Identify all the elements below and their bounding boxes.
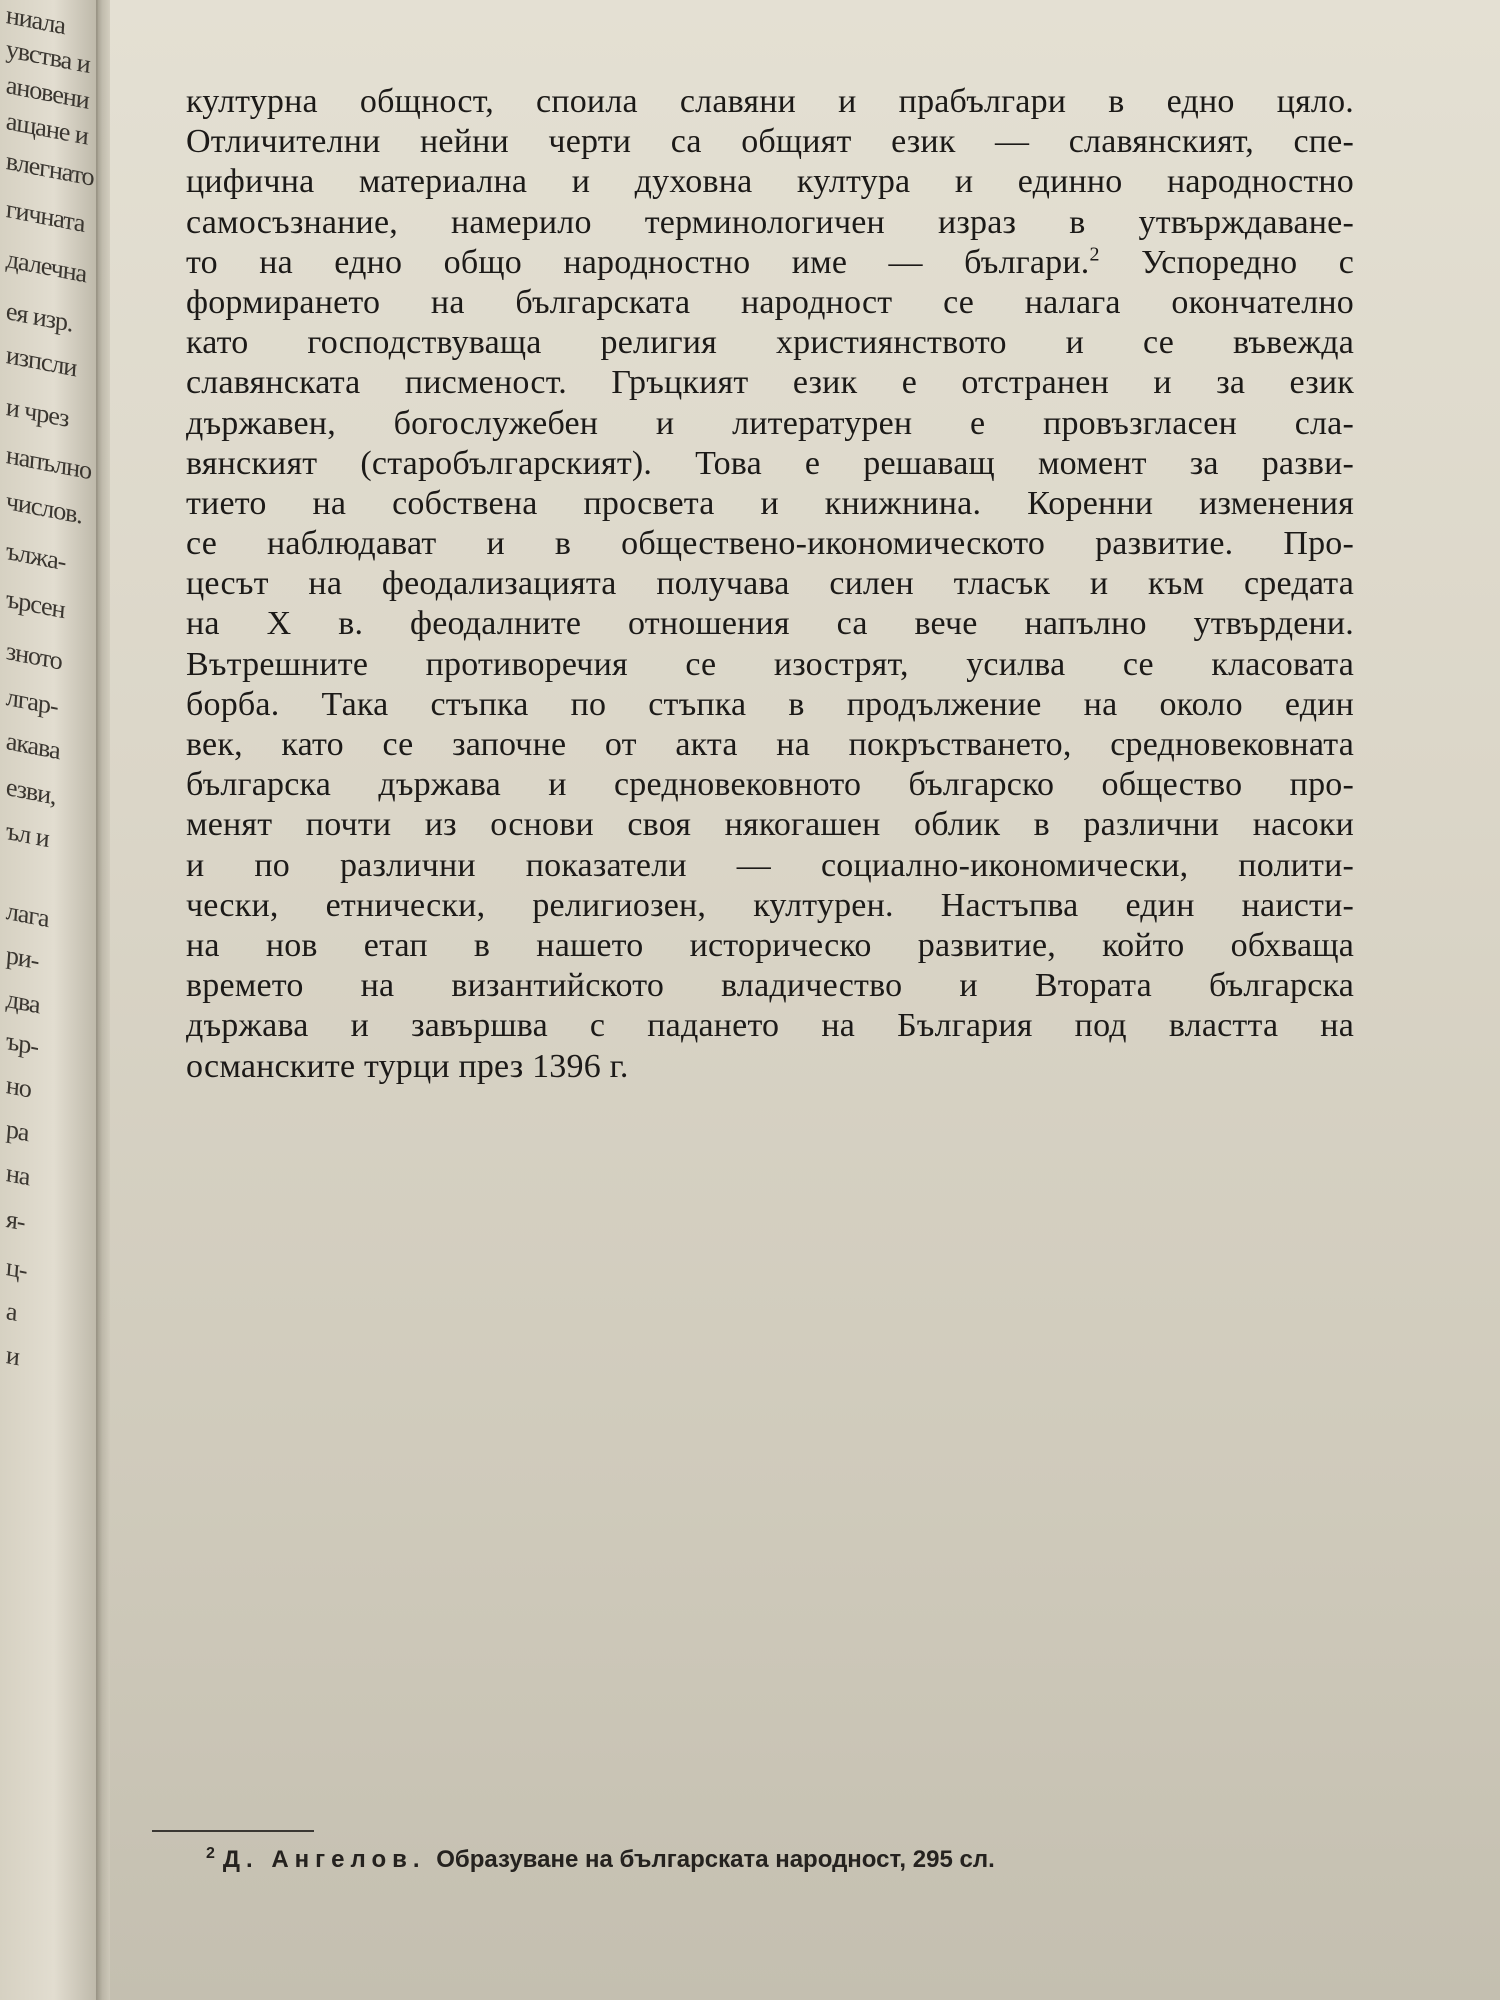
text-line-part: то на едно общо народностно име — българи. bbox=[186, 243, 1090, 281]
prev-page-fragment: а bbox=[5, 1296, 18, 1327]
footnote-divider bbox=[152, 1830, 314, 1832]
prev-page-fragment: изпсли bbox=[5, 340, 78, 383]
prev-page-fragment: ри- bbox=[5, 940, 40, 976]
text-line: славянската писменост. Гръцкият език е отстранен и за език bbox=[186, 364, 1354, 402]
text-line-with-footnote-ref bbox=[186, 243, 1354, 283]
body-paragraph bbox=[186, 82, 1354, 1087]
text-line: цифична материална и духовна култура и единно народностно bbox=[186, 163, 1354, 201]
prev-page-fragment: ра bbox=[5, 1114, 30, 1148]
prev-page-fragment: ъл и bbox=[5, 816, 50, 854]
prev-page-fragment: ановени bbox=[5, 70, 90, 115]
text-line: българска държава и средновековното българско общество про- bbox=[186, 766, 1354, 804]
prev-page-fragment: зното bbox=[5, 636, 63, 676]
text-line: цесът на феодализацията получава силен тласък и към средата bbox=[186, 565, 1354, 603]
text-line: държавен, богослужебен и литературен е провъзгласен сла- bbox=[186, 404, 1354, 442]
prev-page-fragment: но bbox=[5, 1070, 32, 1104]
text-line: менят почти из основи своя някогашен облик в различни насоки bbox=[186, 806, 1354, 844]
prev-page-fragment: акава bbox=[5, 726, 61, 766]
prev-page-fragment: ължа- bbox=[5, 536, 67, 577]
footnote-number: 2 bbox=[206, 1845, 215, 1862]
prev-page-fragment: и чрез bbox=[5, 392, 70, 433]
prev-page-fragment: гичната bbox=[5, 194, 86, 238]
prev-page-fragment: ниала bbox=[5, 0, 67, 41]
text-line: самосъзнание, намерило терминологичен израз в утвърждаване- bbox=[186, 203, 1354, 241]
text-line: формирането на българската народност се налага окончателно bbox=[186, 283, 1354, 321]
prev-page-fragment: влегнато bbox=[5, 146, 95, 192]
text-line: век, като се започне от акта на покръстването, средновековната bbox=[186, 726, 1354, 763]
prev-page-fragment: ащане и bbox=[5, 106, 89, 151]
prev-page-fragment: на bbox=[5, 1158, 31, 1192]
text-line: и по различни показатели — социално-икономически, полити- bbox=[186, 846, 1354, 884]
prev-page-fragment: ц- bbox=[5, 1252, 28, 1285]
prev-page-fragment: ър- bbox=[5, 1026, 40, 1062]
text-line: борба. Така стъпка по стъпка в продължение на около един bbox=[186, 685, 1354, 723]
text-line: като господствуваща религия християнството и се въвежда bbox=[186, 324, 1354, 362]
prev-page-fragment: ърсен bbox=[5, 584, 66, 625]
prev-page-fragment: лгар- bbox=[5, 682, 59, 721]
text-line-last: османските турци през 1396 г. bbox=[186, 1047, 629, 1085]
prev-page-fragment: я- bbox=[5, 1204, 26, 1237]
text-line: се наблюдават и в обществено-икономическото развитие. Про- bbox=[186, 525, 1354, 563]
text-line: времето на византийското владичество и Втората българска bbox=[186, 967, 1354, 1005]
prev-page-fragment: и bbox=[5, 1340, 20, 1372]
footnote bbox=[206, 1846, 1206, 1874]
text-line: Вътрешните противоречия се изострят, усилва се класовата bbox=[186, 645, 1354, 683]
previous-page-edge bbox=[0, 0, 98, 2000]
text-line-part: Успоредно с bbox=[1099, 243, 1354, 281]
text-line: Отличителни нейни черти са общият език — славянският, спе- bbox=[186, 123, 1354, 161]
text-line: тието на собствена просвета и книжнина. Коренни изменения bbox=[186, 484, 1354, 522]
text-line: на нов етап в нашето историческо развитие, който обхваща bbox=[186, 926, 1354, 964]
prev-page-fragment: далечна bbox=[5, 244, 88, 289]
prev-page-fragment: два bbox=[5, 984, 41, 1020]
text-line: културна общност, споила славяни и прабългари в едно цяло. bbox=[186, 83, 1354, 120]
book-gutter bbox=[96, 0, 110, 2000]
footnote-reference: 2 bbox=[1089, 243, 1100, 266]
text-line: държава и завършва с падането на България под властта на bbox=[186, 1007, 1354, 1045]
footnote-author: Д. Ангелов. bbox=[222, 1846, 426, 1873]
text-line: на X в. феодалните отношения са вече напълно утвърдени. bbox=[186, 605, 1354, 643]
text-line: чески, етнически, религиозен, културен. Настъпва един наисти- bbox=[186, 886, 1354, 924]
prev-page-fragment: лага bbox=[5, 896, 50, 934]
prev-page-fragment: ея изр. bbox=[5, 296, 74, 338]
prev-page-fragment: числов. bbox=[5, 486, 84, 530]
prev-page-fragment: езви, bbox=[5, 772, 57, 811]
footnote-text: Образуване на българската народност, 295 сл. bbox=[436, 1846, 995, 1873]
text-line: вянският (старобългарският). Това е решаващ момент за разви- bbox=[186, 444, 1354, 482]
prev-page-fragment: увства и bbox=[5, 34, 91, 79]
prev-page-fragment: напълно bbox=[5, 440, 93, 486]
